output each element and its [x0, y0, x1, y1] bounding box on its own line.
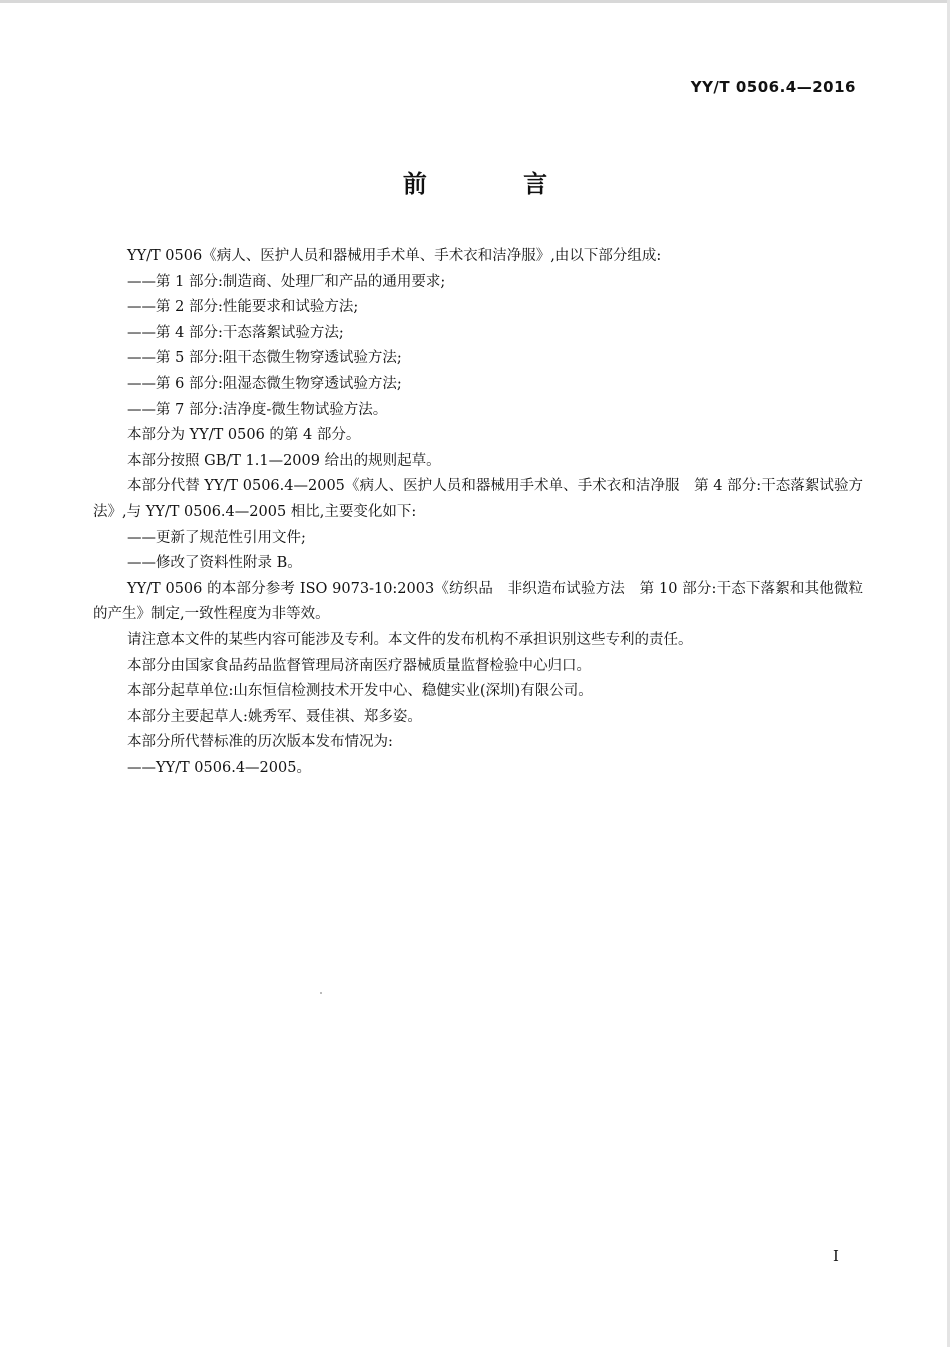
list-item-part-1: ——第 1 部分:制造商、处理厂和产品的通用要求;: [127, 273, 446, 290]
list-item-part-4: ——第 4 部分:干态落絮试验方法;: [127, 324, 344, 341]
paragraph-intro: YY/T 0506《病人、医护人员和器械用手术单、手术衣和洁净服》,由以下部分组成:: [127, 248, 662, 264]
list-item-part-5: ——第 5 部分:阻干态微生物穿透试验方法;: [127, 350, 402, 367]
list-item-change-1: ——更新了规范性引用文件;: [127, 529, 306, 546]
paragraph-responsible-body: 本部分由国家食品药品监督管理局济南医疗器械质量监督检验中心归口。: [127, 657, 591, 674]
foreword-body: [93, 244, 863, 781]
list-item-previous-edition: ——YY/T 0506.4—2005。: [127, 759, 311, 776]
paragraph-drafting-units: 本部分起草单位:山东恒信检测技术开发中心、稳健实业(深圳)有限公司。: [127, 683, 593, 700]
paragraph-previous-editions: 本部分所代替标准的历次版本发布情况为:: [127, 734, 393, 751]
document-code: YY/T 0506.4—2016: [690, 78, 856, 96]
paragraph-replaces: 本部分代替 YY/T 0506.4—2005《病人、医护人员和器械用手术单、手术衣和洁净服 第 4 部分:干态落絮试验方法》,与 YY/T 0506.4—2005 相比,主要变化如下:: [93, 478, 863, 520]
list-item-part-7: ——第 7 部分:洁净度-微生物试验方法。: [127, 401, 388, 418]
paragraph-part-statement: 本部分为 YY/T 0506 的第 4 部分。: [127, 427, 361, 444]
scan-speck: [320, 992, 322, 994]
paragraph-reference: YY/T 0506 的本部分参考 ISO 9073-10:2003《纺织品 非织造布试验方法 第 10 部分:干态下落絮和其他微粒的产生》制定,一致性程度为非等效。: [93, 580, 863, 623]
paragraph-patent-notice: 请注意本文件的某些内容可能涉及专利。本文件的发布机构不承担识别这些专利的责任。: [127, 631, 693, 648]
page-number: I: [833, 1247, 839, 1265]
list-item-change-2: ——修改了资料性附录 B。: [127, 555, 302, 572]
paragraph-drafters: 本部分主要起草人:姚秀军、聂佳祺、郑多姿。: [127, 708, 422, 725]
page-top-border: [0, 0, 950, 3]
list-item-part-6: ——第 6 部分:阻湿态微生物穿透试验方法;: [127, 375, 402, 392]
page-title: 前 言: [402, 170, 592, 198]
list-item-part-2: ——第 2 部分:性能要求和试验方法;: [127, 299, 359, 316]
paragraph-drafting-rules: 本部分按照 GB/T 1.1—2009 给出的规则起草。: [127, 452, 441, 469]
